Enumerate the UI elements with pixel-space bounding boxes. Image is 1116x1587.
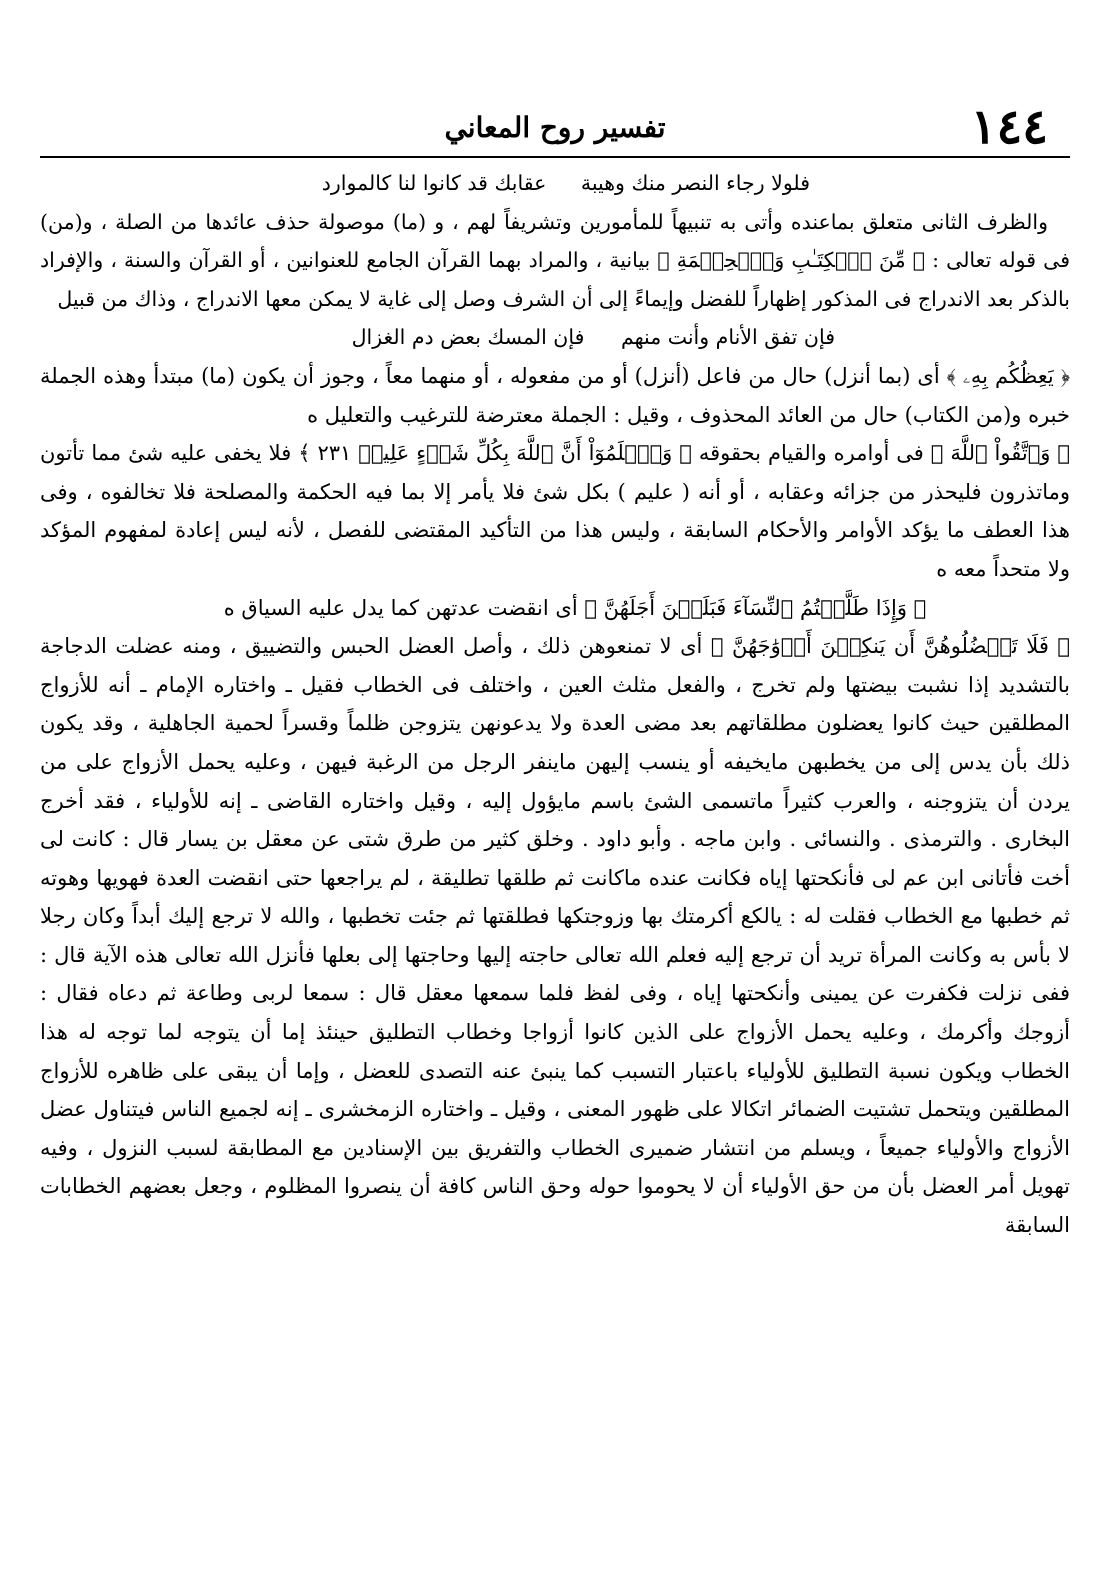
- verse-second-hemistich: فإن المسك بعض دم الغزال: [351, 325, 585, 350]
- paragraph-la-taadulu: ﴿ فَلَا تَعۡضُلُوهُنَّ أَن يَنكِحۡنَ أَزۡوَٰجَهُنَّ ﴾ أى لا تمنعوهن ذلك ، وأصل العضل الحبس والتضييق ، ومنه عضلت الدجاجة بالتشديد إذا نشبت بيضتها ولم تخرج ، والفعل مثلث العين ، واختلف فى الخطاب فقيل ـ واختاره الإمام ـ أنه للأزواج المطلقين حيث كانوا يعضلون مطلقاتهم بعد مضى العدة ولا يدعونهن يتزوجن ظلماً وقسراً لحمية الجاهلية ، وقد يكون ذلك بأن يدس إلى من يخطبهن مايخيفه أو ينسب إليهن ماينفر الرجل من الرغبة فيهن ، وعليه يحمل الأزواج على من يردن أن يتزوجنه ، والعرب كثيراً ماتسمى الشئ باسم مايؤول إليه ، وقيل واختاره القاضى ـ إنه للأولياء ، فقد أخرج البخارى . والترمذى . والنسائى . وابن ماجه . وأبو داود . وخلق كثير من طرق شتى عن معقل بن يسار قال : كانت لى أخت فأتانى ابن عم لى فأنكحتها إياه فكانت عنده ماكانت ثم طلقها تطليقة ، لم يراجعها حتى انقضت العدة فهويها وهوته ثم خطبها مع الخطاب فقلت له : يالكع أكرمتك بها وزوجتكها فطلقتها ثم جئت تخطبها ، والله لا ترجع إليك أبداً وكان رجلا لا بأس به وكانت المرأة تريد أن ترجع إليه فعلم الله تعالى حاجته إليها وحاجتها إلى بعلها فأنزل الله تعالى هذه الآية قال : ففى نزلت فكفرت عن يمينى وأنكحتها إياه ، وفى لفظ فلما سمعها معقل قال : سمعا لربى وطاعة ثم دعاه فقال : أزوجك وأكرمك ، وعليه يحمل الأزواج على الذين كانوا أزواجا وخطاب التطليق حينئذ إما أن يتوجه لما توجه له هذا الخطاب ويكون نسبة التطليق للأولياء باعتبار التسبب كما ينبئ عنه التصدى للعضل ، وإما أن يبقى على ظاهره للأزواج المطلقين ويتحمل تشتيت الضمائر اتكالا على ظهور المعنى ، وقيل ـ واختاره الزمخشرى ـ إنه لجميع الناس فيتناول عضل الأزواج والأولياء جميعاً ، ويسلم من انتشار ضميرى الخطاب والتفريق بين الإسنادين مع المطابقة لسبب النزول ، وفيه تهويل أمر العضل بأن من حق الأولياء أن لا يحوموا حوله وحق الناس كافة أن ينصروا المظلوم ، وجعل بعضهم الخطابات السابقة: [40, 634, 1071, 1238]
- header-rule: [40, 156, 1070, 158]
- verse-first-hemistich: فإن تفق الأنام وأنت منهم: [620, 325, 835, 350]
- paragraph-ittaqu: ﴿ وَٱتَّقُواْ ٱللَّهَ ﴾ فى أوامره والقيام بحقوقه ﴿ وَٱعۡلَمُوٓاْ أَنَّ ٱللَّهَ بِكُلِّ شَىۡءٍ عَلِيمٞ ٢٣١ ﴾ فلا يخفى عليه شئ مما تأتون وماتذرون فليحذر من جزائه وعقابه ، أو أنه ( عليم ) بكل شئ فلا يأمر إلا بما فيه الحكمة والمصلحة فلا تخالفوه ، وفى هذا العطف ما يؤكد الأوامر والأحكام السابقة ، وليس هذا من التأكيد المقتضى للفصل ، لأنه ليس إعادة لمفهوم المؤكد ولا متحداً معه ه: [40, 441, 1070, 581]
- poetry-verse: [40, 318, 1070, 357]
- paragraph-talaqtum: ﴿ وَإِذَا طَلَّقۡتُمُ ٱلنِّسَآءَ فَبَلَغۡنَ أَجَلَهُنَّ ﴾ أى انقضت عدتهن كما يدل عليه السياق ه: [223, 595, 927, 620]
- running-title: تفسير روح المعاني: [444, 111, 666, 144]
- poetry-verse: [40, 164, 1070, 203]
- paragraph-yaizukum: ﴿ يَعِظُكُم بِهِۦ ﴾ أى (بما أنزل) حال من فاعل (أنزل) أو من مفعوله ، أو منهما معاً ، وجوز أن يكون (ما) مبتدأ وهذه الجملة خبره و(من الكتاب) حال من العائد المحذوف ، وقيل : الجملة معترضة للترغيب والتعليل ه: [40, 363, 1070, 427]
- body-text: [40, 164, 1070, 1245]
- book-page: [40, 92, 1070, 1562]
- verse-second-hemistich: عقابك قد كانوا لنا كالموارد: [321, 171, 547, 195]
- paragraph-conjunction: والظرف الثانى متعلق بماعنده وأتى به تنبيهاً للمأمورين وتشريفاً لهم ، و (ما) موصولة حذف عائدها من الصلة ، و(من) فى قوله تعالى : ﴿ مِّنَ ٱلۡكِتَـٰبِ وَٱلۡحِكۡمَةِ ﴾ بيانية ، والمراد بهما القرآن الجامع للعنوانين ، أو القرآن والسنة ، والإفراد بالذكر بعد الاندراج فى المذكور إظهاراً للفضل وإيماءً إلى أن الشرف وصل إلى غاية لا يمكن معها الاندراج ، وذاك من قبيل: [40, 209, 1070, 311]
- page-number: ١٤٤: [970, 99, 1048, 155]
- verse-first-hemistich: فلولا رجاء النصر منك وهيبة: [580, 171, 810, 195]
- page-header: [40, 92, 1070, 160]
